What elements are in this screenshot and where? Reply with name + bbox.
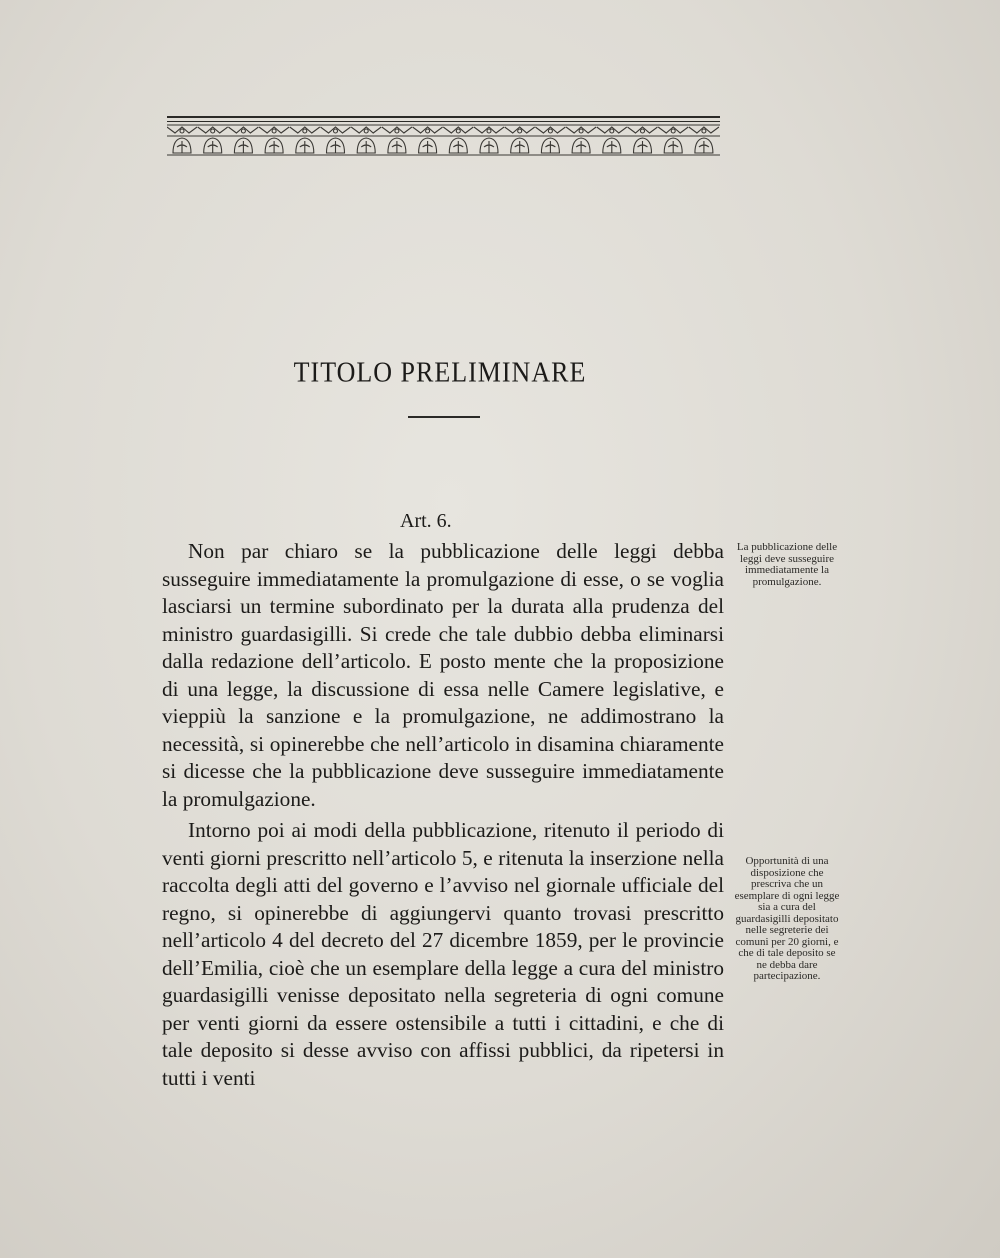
margin-note: Opportunità di una disposizione che prescriva che un esemplare di ogni legge sia a cura del guardasigilli depositato nelle segreterie dei comuni per 20 giorni, e che di tale deposito se ne debba dare partecipazione.: [734, 855, 840, 982]
title-rule: [408, 416, 480, 418]
section-title: TITOLO PRELIMINARE: [293, 356, 587, 389]
header-rule: [167, 116, 720, 118]
ornamental-border: [167, 123, 720, 157]
article-body: [162, 538, 724, 1096]
paragraph: Intorno poi ai modi della pubblicazione, ritenuto il periodo di venti giorni prescritto nell’articolo 5, e ritenuta la inserzione nella raccolta degli atti del governo e l’avviso nel giornale ufficiale del regno, si opinerebbe di aggiungervi quanto trovasi prescritto nell’articolo 4 del decreto del 27 dicembre 1859, per le provincie dell’Emilia, cioè che un esemplare della legge a cura del ministro guardasigilli venisse depositato nella segreteria di ogni comune per venti giorni da essere ostensibile a tutti i cittadini, e che di tale deposito si desse avviso con affissi pubblici, da ripetersi in tutti i venti: [162, 818, 724, 1090]
article-heading: Art. 6.: [400, 510, 452, 532]
header-rule-thin: [167, 121, 720, 122]
paragraph: Non par chiaro se la pubblicazione delle leggi debba susseguire immediatamente la promulgazione di esse, o se voglia lasciarsi un termine subordinato per la durata alla prudenza del ministro guardasigilli. Si crede che tale dubbio debba eliminarsi dalla redazione dell’articolo. E posto mente che la proposizione di una legge, la discussione di essa nelle Camere legislative, e vieppiù la sanzione e la promulgazione, ne addimostrano la necessità, si opinerebbe che nell’articolo in disamina chiaramente si dicesse che la pubblicazione deve susseguire immediatamente la promulgazione.: [162, 539, 724, 811]
margin-note: La pubblicazione delle leggi deve susseguire immediatamente la promulgazione.: [736, 541, 838, 588]
